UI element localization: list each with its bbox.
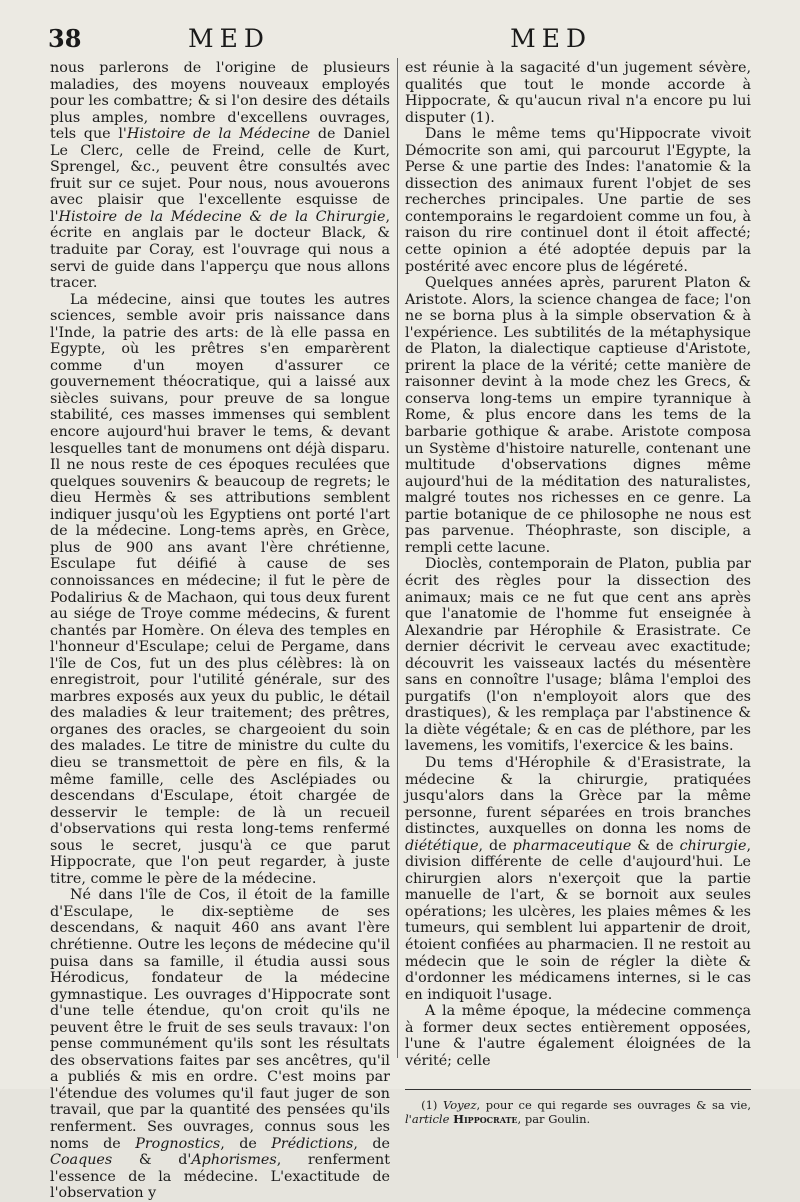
text-run: nous parlerons de l'origine de plusieurs maladies, des moyens nouveaux employés pour les combattre; & si l'on desire des détails plus amples, nombre d'excellens ouvrages, tels que l' xyxy=(50,60,390,143)
left-paragraph-1 xyxy=(50,60,390,292)
italic-term: chirurgie xyxy=(679,837,747,854)
text-run: , de xyxy=(478,837,513,854)
italic-title: Prédictions xyxy=(271,1135,354,1152)
text-run: , renferment l'essence de la médecine. L'exactitude de l'observation y xyxy=(50,1152,390,1202)
footnote-marker: (1) xyxy=(421,1098,443,1113)
left-paragraph-2: La médecine, ainsi que toutes les autres sciences, semble avoir pris naissance dans l'Inde, la patrie des arts: de là elle passa en Egypte, où les prêtres s'en emparèrent comme d'un moyen d'assurer ce gouvernement théocratique, qui a laissé aux siècles suivans, pour preuve de sa longue stabilité, ces masses immenses qui semblent encore aujourd'hui braver le tems, & devant lesquelles tant de monumens ont déjà disparu. Il ne nous reste de ces époques reculées que quelques souvenirs & beaucoup de regrets; le dieu Hermès & ses attributions semblent indiquer jusqu'où les Egyptiens ont porté l'art de la médecine. Long-tems après, en Grèce, plus de 900 ans avant l'ère chrétienne, Esculape fut déifié à cause de ses connoissances en médecine; il fut le père de Podalirius & de Machaon, qui tous deux furent au siége de Troye comme médecins, & furent chantés par Homère. On éleva des temples en l'honneur d'Esculape; celui de Pergame, dans l'île de Cos, fut un des plus célèbres: là on enregistroit, pour l'utilité générale, sur des marbres exposés aux yeux du public, le détail des maladies & leur traitement; des prêtres, organes des oracles, se chargeoient du soin des malades. Le titre de ministre du culte du dieu se transmettoit de père en fils, & la même famille, celle des Asclépiades ou descendans d'Esculape, étoit chargée de desservir le temple: de là un recueil d'observations qui resta long-tems renfermé sous le secret, jusqu'à ce que parut Hippocrate, que l'on peut regarder, à juste titre, comme le père de la médecine. xyxy=(50,291,390,887)
italic-term: l'article xyxy=(405,1112,450,1127)
right-paragraph-1: est réunie à la sagacité d'un jugement sévère, qualités que tout le monde accorde à Hippocrate, & qu'aucun rival n'a encore pu lui disputer (1). xyxy=(405,60,751,126)
right-paragraph-5 xyxy=(405,755,751,1003)
text-run: , pour ce qui regarde ses ouvrages & sa vie, xyxy=(476,1098,751,1113)
italic-term: Voyez xyxy=(442,1098,477,1113)
right-paragraph-2: Dans le même tems qu'Hippocrate vivoit Démocrite son ami, qui parcourut l'Egypte, la Perse & une partie des Indes: l'anatomie & la dissection des animaux furent l'objet de ses recherches principales. Une partie de ses contemporains le regardoient comme un fou, à raison du rire continuel dont il étoit affecté; cette opinion a été adoptée depuis par la postérité avec encore plus de légéreté. xyxy=(405,126,751,275)
running-title-right: MED xyxy=(510,24,592,53)
italic-title: Coaques xyxy=(50,1152,113,1169)
text-run: & d' xyxy=(112,1152,192,1169)
right-column xyxy=(405,60,751,1126)
italic-term: diététique xyxy=(405,837,479,854)
running-title-left: MED xyxy=(188,24,270,53)
page-number: 38 xyxy=(48,24,82,53)
text-run: , de xyxy=(353,1135,391,1152)
italic-title: Histoire de la Médecine xyxy=(126,126,311,143)
right-paragraph-3: Quelques années après, parurent Platon & Aristote. Alors, la science changea de face; l'on ne se borna plus à la simple observation & à l'expérience. Les subtilités de la métaphysique de Platon, la dialectique captieuse d'Aristote, prirent la place de la vérité; cette manière de raisonner devint à la mode chez les Grecs, & conserva long-tems un empire tyrannique à Rome, & plus encore dans les tems de la barbarie gothique & arabe. Aristote composa un Système d'histoire naturelle, contenant une multitude d'observations dignes même aujourd'hui de la méditation des naturalistes, malgré toutes nos richesses en ce genre. La partie botanique de ce philosophe ne nous est pas parvenue. Théophraste, son disciple, a rempli cette lacune. xyxy=(405,275,751,556)
italic-title: Aphorismes xyxy=(191,1152,277,1169)
right-paragraph-6: A la même époque, la médecine commença à former deux sectes entièrement opposées, l'une & l'autre également éloignées de la vérité; celle xyxy=(405,1003,751,1069)
left-paragraph-3 xyxy=(50,887,390,1201)
text-run: , division différente de celle d'aujourd'hui. Le chirurgien alors n'exerçoit que la partie manuelle de l'art, & se bornoit aux seules opérations; les ulcères, les plaies mêmes & les tumeurs, qui semblent lui appartenir de droit, étoient confiées au pharmacien. Il ne restoit au médecin que le soin de régler la diète & d'ordonner les médicamens internes, si le cas en indiquoit l'usage. xyxy=(405,837,751,1003)
left-column xyxy=(50,60,390,1202)
footnote xyxy=(405,1098,751,1126)
text-run: de Daniel Le Clerc, celle de Freind, celle de Kurt, Sprengel, &c., peuvent être consultés avec fruit sur ce sujet. Pour nous, nous avouerons avec plaisir que l'excellente esquisse de l' xyxy=(50,126,390,225)
running-head xyxy=(48,22,772,56)
text-run: , par Goulin. xyxy=(517,1112,591,1127)
right-paragraph-4: Dioclès, contemporain de Platon, publia par écrit des règles pour la dissection des animaux; mais ce ne fut que cent ans après que l'anatomie de l'homme fut enseignée à Alexandrie par Hérophile & Erasistrate. Ce dernier décrivit le cerveau avec exactitude; découvrit les vaisseaux lactés du mésentère sans en connoître l'usage; blâma l'emploi des purgatifs (l'on n'employoit alors que des drastiques), & les remplaça par l'abstinence & la diète végétale; & en cas de pléthore, par les lavemens, les vomitifs, l'exercice & les bains. xyxy=(405,556,751,755)
small-caps-name: Hippocrate xyxy=(453,1112,518,1127)
text-run: , écrite en anglais par le docteur Black, & traduite par Coray, est l'ouvrage qui nous a servi de guide dans l'apperçu que nous allons tracer. xyxy=(50,208,390,292)
text-run: , de xyxy=(220,1135,272,1152)
italic-title: Prognostics xyxy=(135,1135,221,1152)
footnote-rule xyxy=(405,1089,751,1090)
text-run: Du tems d'Hérophile & d'Erasistrate, la médecine & la chirurgie, pratiquées jusqu'alors dans la Grèce par la même personne, furent séparées en trois branches distinctes, auxquelles on donna les noms de xyxy=(405,754,751,838)
text-run: & de xyxy=(631,837,680,854)
italic-term: pharmaceutique xyxy=(512,837,632,854)
column-rule xyxy=(397,58,398,1058)
text-run: Né dans l'île de Cos, il étoit de la famille d'Esculape, le dix-septième de ses descendans, & naquit 460 ans avant l'ère chrétienne. Outre les leçons de médecine qu'il puisa dans sa famille, il étudia aussi sous Hérodicus, fondateur de la médecine gymnastique. Les ouvrages d'Hippocrate sont d'une telle étendue, qu'on croit qu'ils ne peuvent être le fruit de ses seuls travaux: l'on pense communément qu'ils sont les résultats des observations faites par ses ancêtres, qu'il a publiés & mis en ordre. C'est moins par l'étendue des volumes qu'il faut juger de son travail, que par la quantité des pensées qu'ils renferment. Ses ouvrages, connus sous les noms de xyxy=(50,887,390,1152)
italic-title: Histoire de la Médecine & de la Chirurgie xyxy=(58,208,386,225)
